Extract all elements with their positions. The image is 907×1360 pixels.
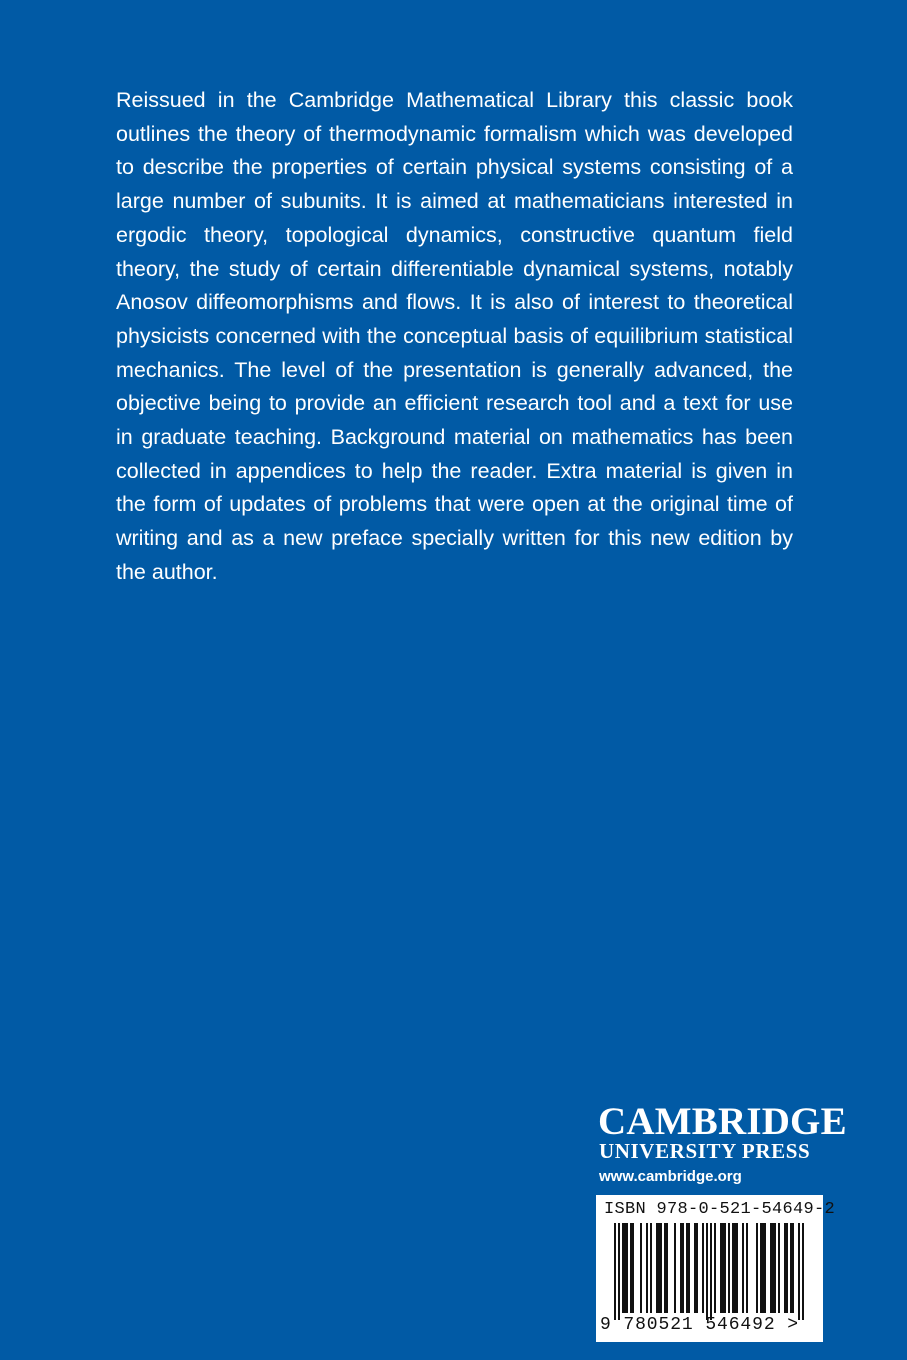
- barcode-bar: [660, 1223, 662, 1313]
- barcode-bar: [760, 1223, 762, 1313]
- barcode-bar: [714, 1223, 716, 1313]
- barcode-bar: [802, 1223, 804, 1320]
- barcode-bar: [646, 1223, 648, 1313]
- barcode-bar: [640, 1223, 642, 1313]
- barcode-bar: [792, 1223, 794, 1313]
- barcode-bar: [772, 1223, 774, 1313]
- barcode-bar: [614, 1223, 616, 1320]
- barcode-bar: [624, 1223, 626, 1313]
- barcode-bar: [732, 1223, 734, 1313]
- barcode-bar: [734, 1223, 736, 1313]
- barcode-bar: [622, 1223, 624, 1313]
- barcode-bar: [682, 1223, 684, 1313]
- barcode-bar: [666, 1223, 668, 1313]
- isbn-barcode: [596, 1195, 836, 1342]
- barcode-bar: [742, 1223, 744, 1313]
- publisher-logo: [598, 1100, 847, 1188]
- barcode-bar: [756, 1223, 758, 1313]
- barcode-bar: [674, 1223, 676, 1313]
- barcode-bar: [656, 1223, 658, 1313]
- barcode-bar: [630, 1223, 632, 1313]
- barcode-bar: [664, 1223, 666, 1313]
- barcode-bar: [722, 1223, 724, 1313]
- barcode-bar: [650, 1223, 652, 1313]
- barcode-bar: [688, 1223, 690, 1313]
- barcode-bar: [786, 1223, 788, 1313]
- barcode-bar: [686, 1223, 688, 1313]
- barcode-bar: [710, 1223, 712, 1320]
- barcode-bar: [784, 1223, 786, 1313]
- book-description: Reissued in the Cambridge Mathematical Library this classic book outlines the theory of thermodynamic formalism which was developed to describe the properties of certain physical systems consisting of a large number of subunits. It is aimed at mathematicians interested in ergodic theory, topological dynamics, constructive quantum field theory, the study of certain differentiable dynamical systems, notably Anosov diffeomorphisms and flows. It is also of interest to theoretical physicists concerned with the conceptual basis of equilibrium statistical mechanics. The level of the presentation is generally advanced, the objective being to provide an efficient research tool and a text for use in graduate teaching. Background material on mathematics has been collected in appendices to help the reader. Extra material is given in the form of updates of problems that were open at the original time of writing and as a new preface specially written for this new edition by the author.: [116, 88, 793, 584]
- barcode-bar: [626, 1223, 628, 1313]
- barcode-bar: [658, 1223, 660, 1313]
- publisher-name: CAMBRIDGE: [598, 1100, 847, 1143]
- publisher-url: www.cambridge.org: [599, 1168, 742, 1185]
- isbn-label: ISBN 978-0-521-54649-2: [604, 1200, 836, 1219]
- barcode-bar: [736, 1223, 738, 1313]
- barcode-bar: [778, 1223, 780, 1313]
- barcode-bar: [746, 1223, 748, 1313]
- barcode-bar: [702, 1223, 704, 1313]
- barcode-digits: 9 780521 546492 >: [600, 1315, 799, 1335]
- barcode-bar: [770, 1223, 772, 1313]
- barcode-bar: [724, 1223, 726, 1313]
- barcode-bar: [706, 1223, 708, 1320]
- publisher-subtitle: UNIVERSITY PRESS: [599, 1139, 811, 1163]
- barcode-bar: [764, 1223, 766, 1313]
- barcode-bar: [798, 1223, 800, 1320]
- barcode-bar: [728, 1223, 730, 1313]
- barcode-bar: [632, 1223, 634, 1313]
- barcode-bar: [618, 1223, 620, 1320]
- barcode-bar: [762, 1223, 764, 1313]
- barcode-bar: [694, 1223, 696, 1313]
- barcode-bar: [720, 1223, 722, 1313]
- barcode-bar: [790, 1223, 792, 1313]
- barcode-bar: [680, 1223, 682, 1313]
- barcode-bar: [774, 1223, 776, 1313]
- barcode-bar: [696, 1223, 698, 1313]
